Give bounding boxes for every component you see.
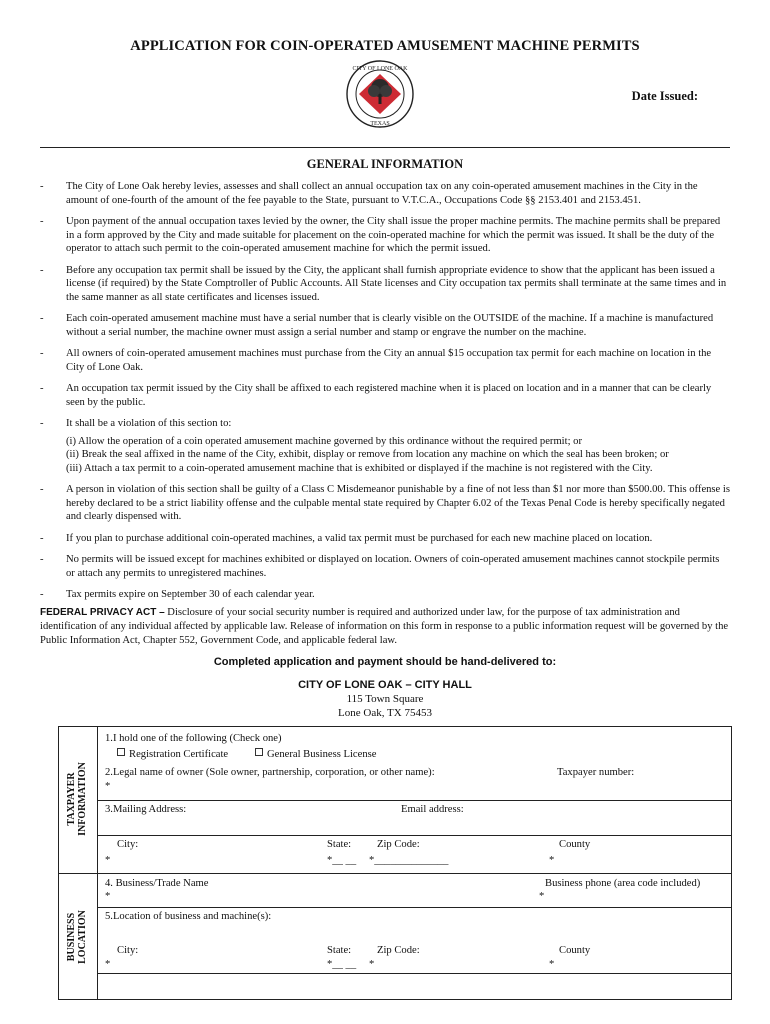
business-county-label: County [559,945,591,956]
business-city-label: City: [117,945,139,956]
county-field[interactable]: * [549,855,555,866]
header-divider [40,147,730,148]
business-zip-code-field[interactable]: * [369,959,375,970]
general-business-license-checkbox[interactable]: General Business License [255,748,376,760]
city-field[interactable]: * [105,855,111,866]
business-state-label: State: [327,945,352,956]
list-item: - It shall be a violation of this section to: (i) Allow the operation of a coin operated amusement machine governed by this ordinance without the required permit; or (ii) Break the seal affixed in the name of the City, exhibit, display or remove from location any machine on which the seal has been broken; or (iii) Attach a tax permit to a coin-operated amusement machine that is exhibited or displayed if the machine is not registered with the City. [40,417,730,475]
zip-code-label: Zip Code: [377,839,420,850]
side-divider [59,873,97,874]
list-item: - No permits will be issued except for machines exhibited or displayed on location. Owners of coin-operated amusement machines cannot stockpile permits or attach any permits to unregistered machines. [40,554,720,579]
question-2-label: 2.Legal name of owner (Sole owner, partnership, corporation, or other name): [105,767,435,778]
business-city-field[interactable]: * [105,959,111,970]
business-name-label: 4. Business/Trade Name [105,878,209,889]
seal-top-text: CITY OF LONE OAK [352,66,408,72]
list-item: - The City of Lone Oak hereby levies, assesses and shall collect an annual occupation tax on any coin-operated amusement machines in the City in the amount of one-fourth of the amount of the fee payable to the State, pursuant to V.T.C.A., Occupations Code §§ 2153.401 and 2153.451. [40,181,698,206]
list-item: (iii) Attach a tax permit to a coin-operated amusement machine that is exhibited or displayed if the machine is not registered with the City. [66,462,653,474]
page-title: APPLICATION FOR COIN-OPERATED AMUSEMENT MACHINE PERMITS [130,38,640,54]
business-state-field[interactable]: *__ __ [327,959,357,970]
taxpayer-information-label: TAXPAYER INFORMATION [66,762,88,836]
form-row-divider [97,907,731,908]
business-name-field[interactable]: * [105,891,111,902]
business-phone-label: Business phone (area code included) [545,878,701,889]
state-label: State: [327,839,352,850]
application-form [58,726,732,1000]
form-side-column [59,727,98,999]
privacy-text: Disclosure of your social security number is required and authorized under law, for the purpose of tax administration and identification of any individual affected by applicable law. Release of information on this form in response to a public information request will be governed by the Public Information Act, Chapter 552, Government Code, and applicable federal law. [40,607,729,646]
privacy-notice [40,606,730,648]
registration-certificate-checkbox[interactable]: Registration Certificate [117,748,228,760]
business-county-field[interactable]: * [549,959,555,970]
general-info-list [40,180,730,610]
mailing-address-label: 3.Mailing Address: [105,804,187,815]
county-label: County [559,839,591,850]
business-location-label-q5: 5.Location of business and machine(s): [105,911,272,922]
list-item: (i) Allow the operation of a coin operated amusement machine governed by this ordinance without the required permit; or [66,435,582,447]
list-item: (ii) Break the seal affixed in the name of the City, exhibit, display or remove from location any machine on which the seal has been broken; or [66,449,669,460]
taxpayer-number-label: Taxpayer number: [557,767,635,778]
state-field[interactable]: *__ __ [327,855,357,866]
address-name: CITY OF LONE OAK – CITY HALL [298,679,472,691]
list-item: - Tax permits expire on September 30 of each calendar year. [40,589,315,600]
general-info-heading: GENERAL INFORMATION [306,157,464,171]
list-item: - Upon payment of the annual occupation taxes levied by the owner, the City shall issue the proper machine permits. The machine permits shall be prepared in a form approved by the City and made suitable for placement on the coin-operated machine for which the permit was issued. It shall be the duty of the operator to attach such permit to the coin-operated amusement machine for which the permit issued. [40,216,721,254]
address-street: 115 Town Square [346,693,424,705]
city-seal-icon [345,58,415,130]
date-issued-label: Date Issued: [631,89,698,103]
list-item: - An occupation tax permit issued by the City shall be affixed to each registered machine when it is placed on location and in a manner that can be clearly seen by the public. [40,383,712,408]
violation-list [66,435,730,476]
checkbox-icon [255,748,263,756]
list-item: - All owners of coin-operated amusement machines must purchase from the City an annual $15 occupation tax permit for each machine on location in the City of Lone Oak. [40,348,712,373]
form-row-divider [97,835,731,836]
business-zip-code-label: Zip Code: [377,945,420,956]
question-1-label: 1.I hold one of the following (Check one) [105,733,282,744]
business-location-label: BUSINESS LOCATION [66,910,88,964]
email-address-label: Email address: [401,804,464,815]
list-item: - Before any occupation tax permit shall be issued by the City, the applicant shall furnish appropriate evidence to show that the applicant has been issued a license (if required) by the State Comptroller of Public Accounts. All State licenses and City occupation tax permits shall terminate at the same times and in the same manner as all state certificates and licenses issued. [40,264,727,303]
seal-bottom-text: TEXAS [370,121,390,127]
checkbox-icon [117,748,125,756]
owner-name-field[interactable]: * [105,781,111,792]
form-row-divider [97,800,731,801]
form-row-divider [97,973,731,974]
delivery-address [0,678,770,720]
list-item: - Each coin-operated amusement machine must have a serial number that is clearly visible on the OUTSIDE of the machine. If a machine is manufactured without a serial number, the machine owner must assign a serial number and stamp or engrave the number on the machine. [40,313,714,338]
privacy-label: FEDERAL PRIVACY ACT – [40,607,165,618]
city-label: City: [117,839,139,850]
business-phone-field[interactable]: * [539,891,545,902]
delivery-heading: Completed application and payment should be hand-delivered to: [213,656,557,668]
address-city: Lone Oak, TX 75453 [338,707,432,719]
form-row-divider [97,873,731,874]
zip-code-field[interactable]: *______________ [369,855,449,866]
list-item: - A person in violation of this section shall be guilty of a Class C Misdemeanor punishable by a fine of not less than $1 nor more than $500.00. This offense is hereby declared to be a strict liability offense and the culpable mental state required by Chapter 6.02 of the Texas Penal Code is hereby specifically negated and clearly dispensed with. [40,484,730,522]
list-item: - If you plan to purchase additional coin-operated machines, a valid tax permit must be purchased for each new machine placed on location. [40,532,653,544]
